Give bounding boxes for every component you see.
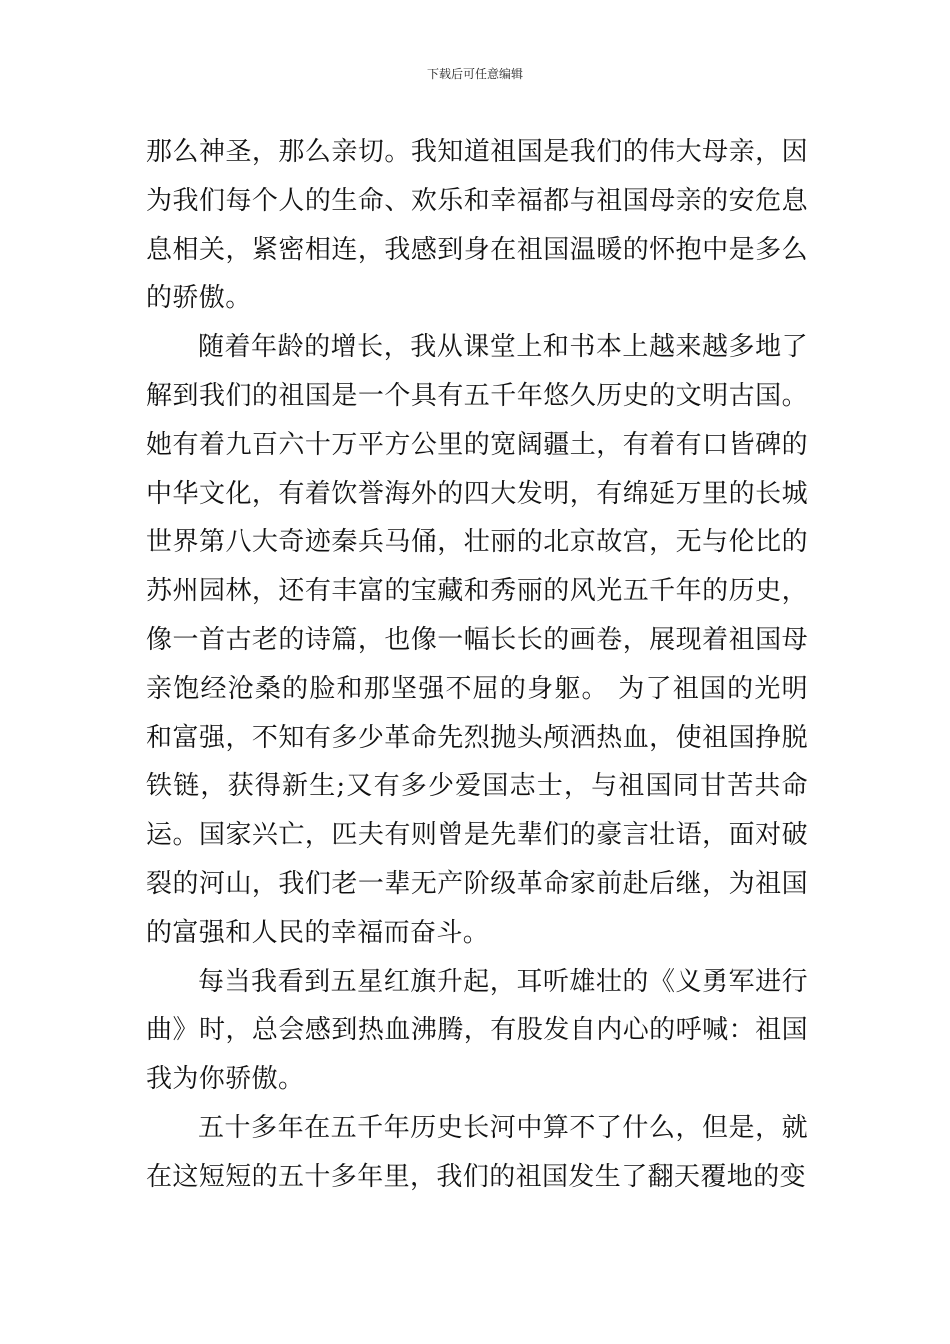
paragraph-4: 五十多年在五千年历史长河中算不了什么，但是，就在这短短的五十多年里，我们的祖国发生了翻天覆地的变 (146, 1112, 808, 1192)
document-body (146, 128, 808, 1202)
paragraph-3: 每当我看到五星红旗升起，耳听雄壮的《义勇军进行曲》时，总会感到热血沸腾，有股发自内心的呼喊：祖国我为你骄傲。 (146, 966, 808, 1095)
paragraph-1: 那么神圣，那么亲切。我知道祖国是我们的伟大母亲，因为我们每个人的生命、欢乐和幸福都与祖国母亲的安危息息相关，紧密相连，我感到身在祖国温暖的怀抱中是多么的骄傲。 (146, 137, 808, 314)
page-header: 下载后可任意编辑 (426, 67, 523, 81)
paragraph-2: 随着年龄的增长，我从课堂上和书本上越来越多地了解到我们的祖国是一个具有五千年悠久历史的文明古国。她有着九百六十万平方公里的宽阔疆土，有着有口皆碑的中华文化，有着饮誉海外的四大发明，有绵延万里的长城世界第八大奇迹秦兵马俑，壮丽的北京故宫，无与伦比的苏州园林，还有丰富的宝藏和秀丽的风光五千年的历史，像一首古老的诗篇，也像一幅长长的画卷，展现着祖国母亲饱经沧桑的脸和那坚强不屈的身躯。 为了祖国的光明和富强，不知有多少革命先烈抛头颅洒热血，使祖国挣脱铁链，获得新生;又有多少爱国志士，与祖国同甘苦共命运。国家兴亡，匹夫有则曾是先辈们的豪言壮语，面对破裂的河山，我们老一辈无产阶级革命家前赴后继，为祖国的富强和人民的幸福而奋斗。 (146, 332, 808, 948)
